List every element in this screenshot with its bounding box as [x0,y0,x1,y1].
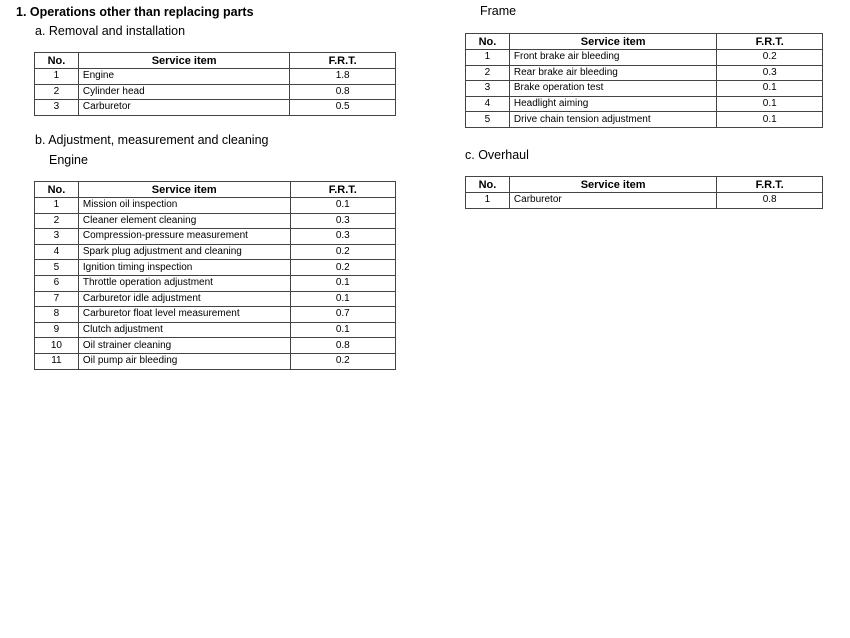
table-row [35,322,396,338]
row-number: 8 [35,307,79,323]
removal-table [34,52,396,116]
row-frt: 0.3 [290,213,395,229]
row-frt: 0.1 [290,322,395,338]
row-number: 9 [35,322,79,338]
row-service-item: Oil pump air bleeding [78,353,290,369]
table-row [466,193,823,209]
row-service-item: Oil strainer cleaning [78,338,290,354]
table-header-row [466,177,823,193]
engine-table [34,181,396,370]
row-number: 2 [466,65,510,81]
header-no: No. [466,34,510,50]
row-frt: 0.1 [717,81,823,97]
row-number: 2 [35,213,79,229]
table-header-row [466,34,823,50]
row-number: 6 [35,275,79,291]
header-service-item: Service item [509,177,716,193]
header-service-item: Service item [78,53,289,69]
header-no: No. [35,182,79,198]
row-number: 1 [35,69,79,85]
row-frt: 0.2 [717,50,823,66]
row-frt: 0.8 [290,338,395,354]
table-row [35,260,396,276]
row-service-item: Cylinder head [78,84,289,100]
row-frt: 0.8 [717,193,823,209]
row-frt: 0.1 [290,275,395,291]
row-number: 7 [35,291,79,307]
row-number: 1 [466,193,510,209]
header-frt: F.R.T. [717,177,823,193]
row-number: 11 [35,353,79,369]
table-row [35,69,396,85]
row-service-item: Compression-pressure measurement [78,229,290,245]
table-row [466,112,823,128]
row-service-item: Ignition timing inspection [78,260,290,276]
row-number: 5 [466,112,510,128]
header-frt: F.R.T. [290,182,395,198]
row-frt: 0.3 [717,65,823,81]
row-service-item: Carburetor [78,100,289,116]
table-row [35,244,396,260]
row-service-item: Cleaner element cleaning [78,213,290,229]
table-row [35,275,396,291]
overhaul-table [465,176,823,209]
table-row [35,229,396,245]
row-service-item: Clutch adjustment [78,322,290,338]
row-service-item: Carburetor float level measurement [78,307,290,323]
table-row [35,338,396,354]
row-number: 3 [35,100,79,116]
row-service-item: Headlight aiming [509,96,717,112]
row-number: 3 [35,229,79,245]
row-number: 10 [35,338,79,354]
row-service-item: Engine [78,69,289,85]
table-header-row [35,182,396,198]
header-no: No. [35,53,79,69]
table-row [35,307,396,323]
table-row [35,291,396,307]
overhaul-title: c. Overhaul [465,148,529,162]
table-row [35,198,396,214]
table-row [466,96,823,112]
row-service-item: Carburetor [509,193,716,209]
frame-table [465,33,823,128]
row-frt: 0.5 [290,100,396,116]
row-frt: 1.8 [290,69,396,85]
row-service-item: Rear brake air bleeding [509,65,717,81]
row-service-item: Drive chain tension adjustment [509,112,717,128]
row-number: 4 [466,96,510,112]
removal-title: a. Removal and installation [35,24,186,38]
row-frt: 0.1 [717,112,823,128]
row-service-item: Throttle operation adjustment [78,275,290,291]
row-frt: 0.1 [717,96,823,112]
row-frt: 0.2 [290,260,395,276]
row-service-item: Mission oil inspection [78,198,290,214]
adjustment-title: b. Adjustment, measurement and cleaning [35,133,269,147]
row-frt: 0.1 [290,291,395,307]
row-frt: 0.8 [290,84,396,100]
table-row [35,100,396,116]
engine-label: Engine [49,153,88,167]
row-service-item: Brake operation test [509,81,717,97]
header-service-item: Service item [78,182,290,198]
table-row [466,65,823,81]
row-number: 1 [35,198,79,214]
frame-label: Frame [480,4,517,18]
table-header-row [35,53,396,69]
header-no: No. [466,177,510,193]
table-row [35,353,396,369]
row-number: 3 [466,81,510,97]
header-frt: F.R.T. [290,53,396,69]
row-frt: 0.3 [290,229,395,245]
row-frt: 0.7 [290,307,395,323]
section-title: 1. Operations other than replacing parts [16,5,254,19]
row-service-item: Carburetor idle adjustment [78,291,290,307]
header-service-item: Service item [509,34,717,50]
header-frt: F.R.T. [717,34,823,50]
table-row [35,84,396,100]
table-row [466,50,823,66]
row-service-item: Front brake air bleeding [509,50,717,66]
row-number: 5 [35,260,79,276]
row-number: 4 [35,244,79,260]
row-frt: 0.2 [290,244,395,260]
row-number: 1 [466,50,510,66]
row-number: 2 [35,84,79,100]
row-frt: 0.1 [290,198,395,214]
row-service-item: Spark plug adjustment and cleaning [78,244,290,260]
row-frt: 0.2 [290,353,395,369]
table-row [466,81,823,97]
table-row [35,213,396,229]
